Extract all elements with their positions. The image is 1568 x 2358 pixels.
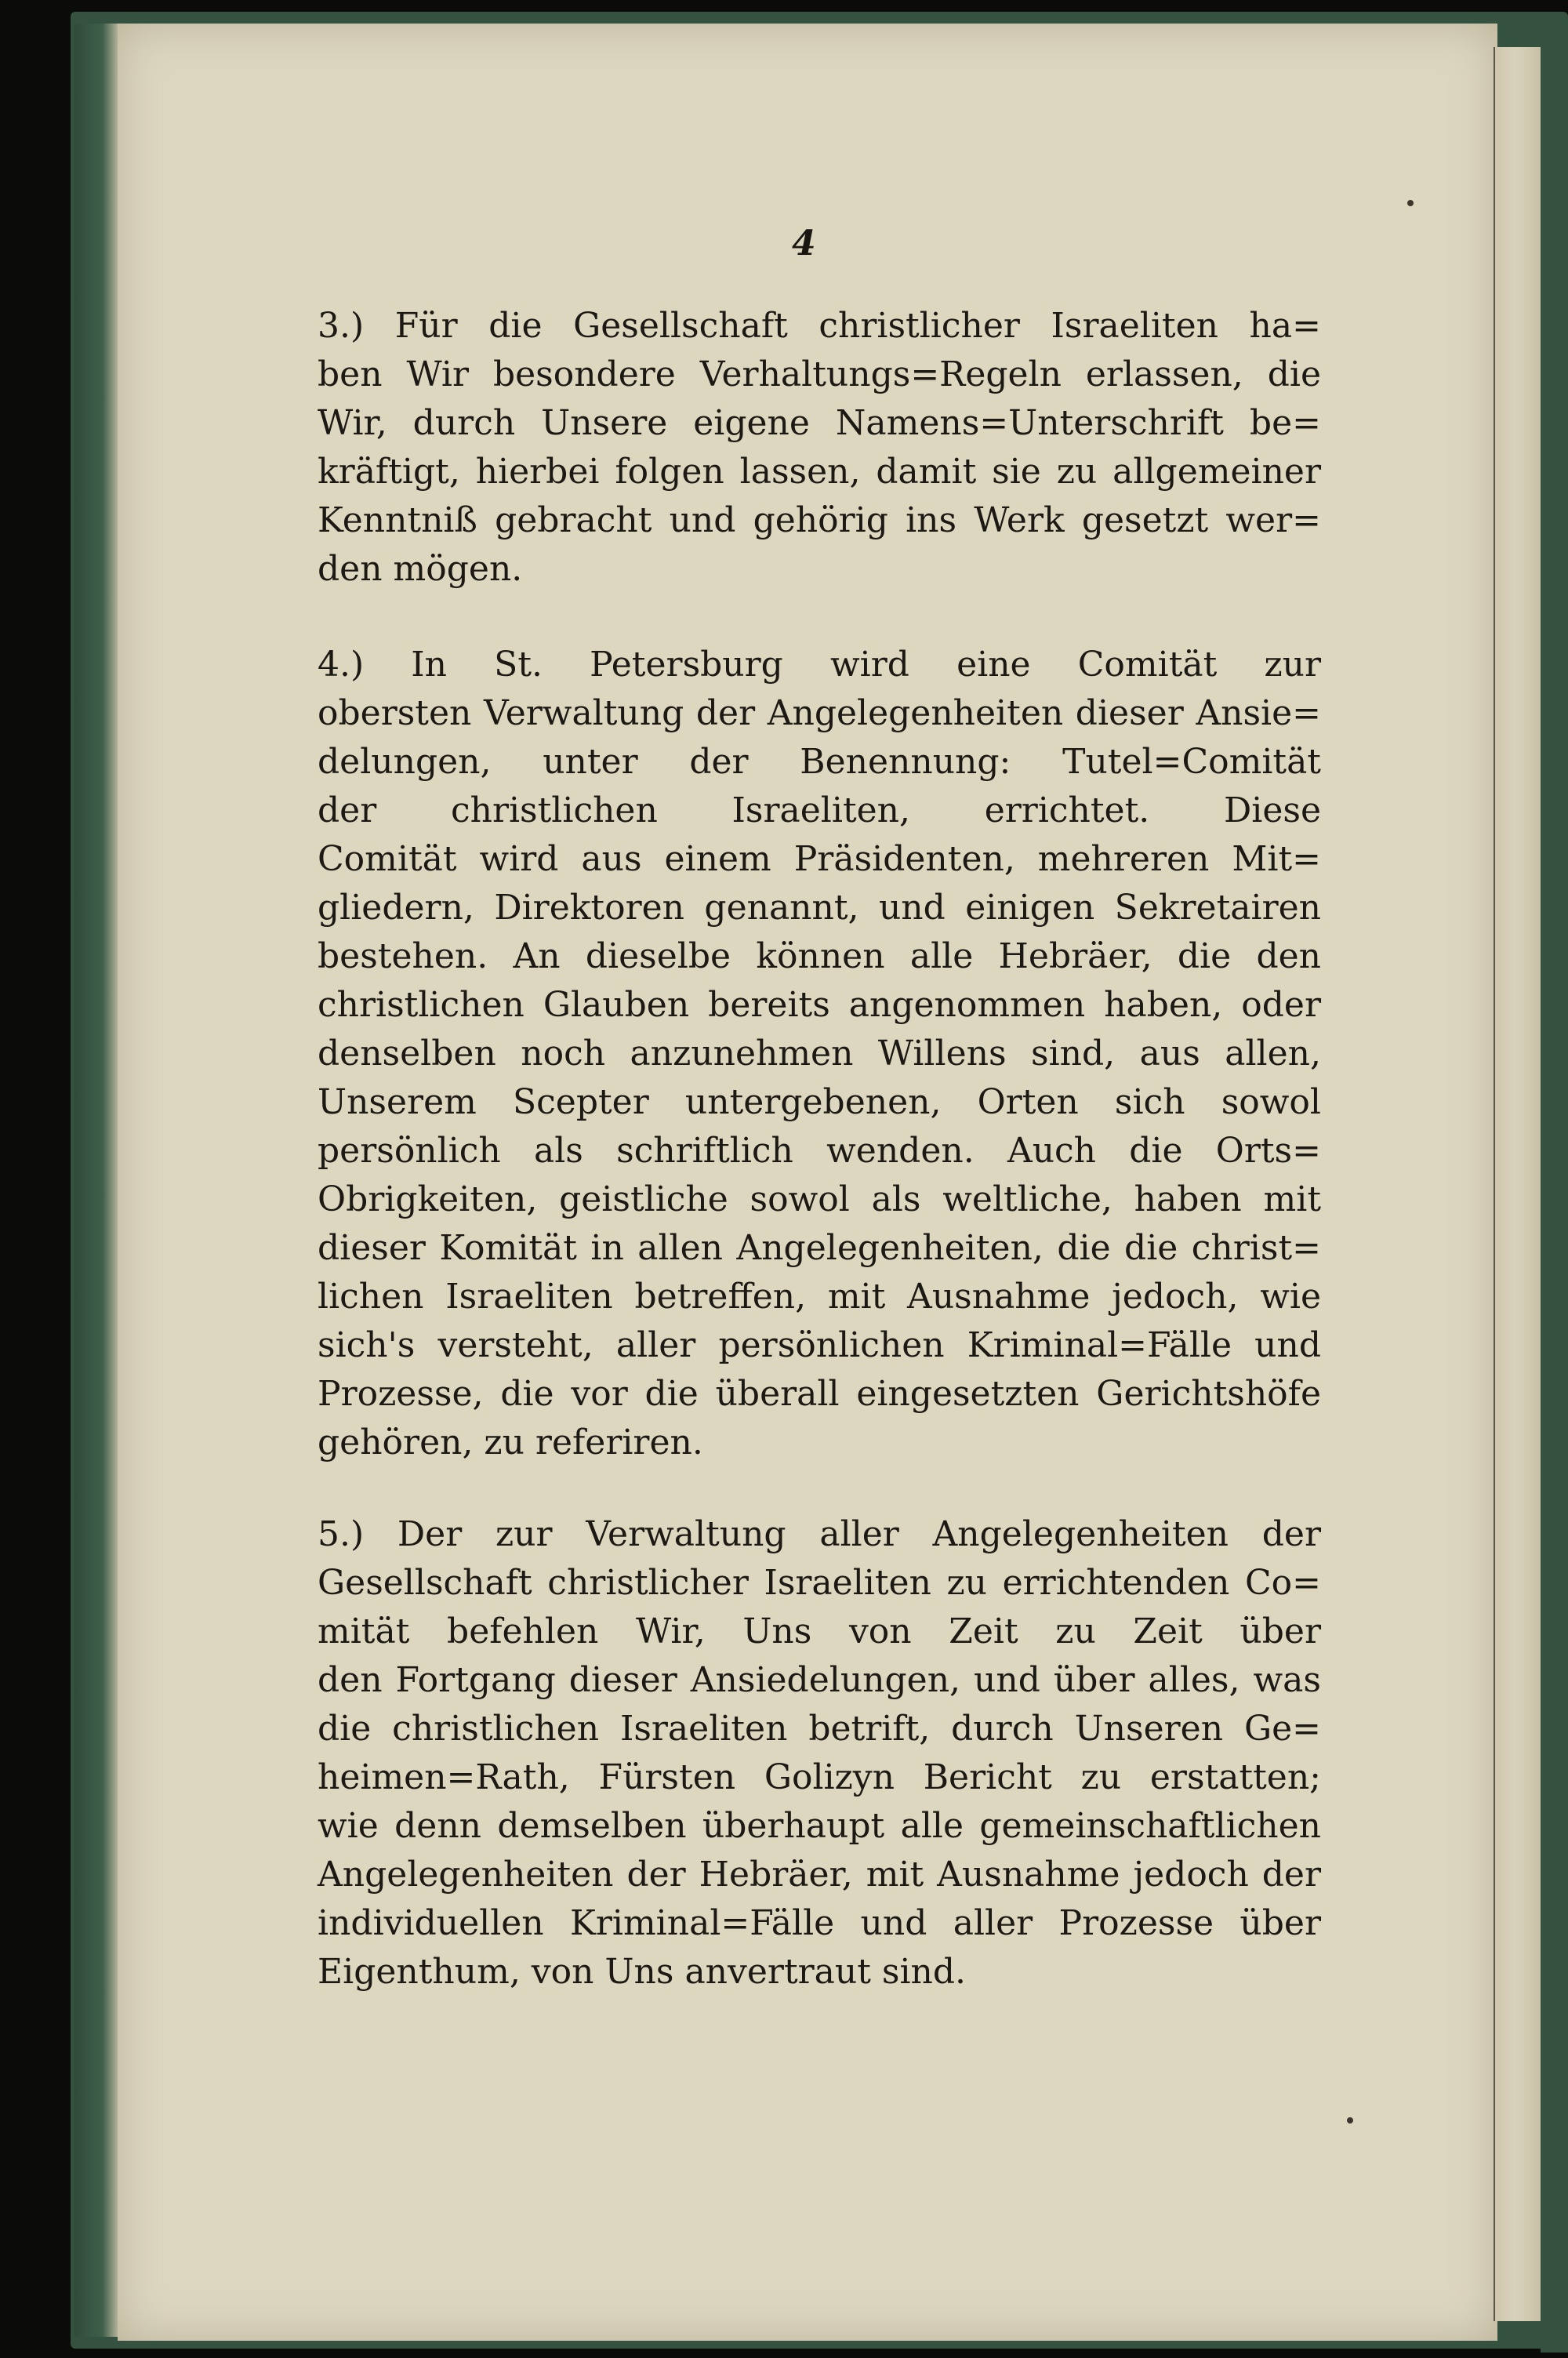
- text-line: Prozesse, die vor die überall eingesetzten Gerichtshöfe: [318, 1374, 1321, 1414]
- text-line: heimen=Rath, Fürsten Golizyn Bericht zu erstatten;: [318, 1757, 1321, 1797]
- text-line: persönlich als schriftlich wenden. Auch die Orts=: [318, 1131, 1321, 1171]
- text-line: 4.) In St. Petersburg wird eine Comität zur: [318, 645, 1321, 685]
- book-cover-right: [1541, 16, 1568, 2353]
- text-line: Gesellschaft christlicher Israeliten zu errichtenden Co=: [318, 1563, 1321, 1603]
- text-line: Angelegenheiten der Hebräer, mit Ausnahme jedoch der: [318, 1855, 1321, 1895]
- text-line: wie denn demselben überhaupt alle gemeinschaftlichen: [318, 1806, 1321, 1846]
- text-line: den Fortgang dieser Ansiedelungen, und über alles, was: [318, 1660, 1321, 1700]
- paragraph-4: [318, 641, 1321, 1467]
- text-line: die christlichen Israeliten betrift, durch Unseren Ge=: [318, 1709, 1321, 1749]
- next-page-edge: [1494, 47, 1544, 2321]
- text-line: delungen, unter der Benennung: Tutel=Comität: [318, 742, 1321, 782]
- text-line: bestehen. An dieselbe können alle Hebräer, die den: [318, 936, 1321, 976]
- paper-speck: [1407, 200, 1414, 206]
- text-line: denselben noch anzunehmen Willens sind, aus allen,: [318, 1034, 1321, 1074]
- text-line: kräftigt, hierbei folgen lassen, damit sie zu allgemeiner: [318, 452, 1321, 492]
- text-line: Obrigkeiten, geistliche sowol als weltliche, haben mit: [318, 1179, 1321, 1219]
- page-number: 4: [792, 223, 816, 263]
- book-spine-shadow: [74, 24, 122, 2337]
- text-line: der christlichen Israeliten, errichtet. Diese: [318, 790, 1321, 830]
- text-line: Comität wird aus einem Präsidenten, mehreren Mit=: [318, 839, 1321, 879]
- text-line: Eigenthum, von Uns anvertraut sind.: [318, 1952, 967, 1992]
- paragraph-gap: [318, 1467, 1321, 1510]
- text-line: Unserem Scepter untergebenen, Orten sich sowol: [318, 1082, 1321, 1122]
- text-line: lichen Israeliten betreffen, mit Ausnahme jedoch, wie: [318, 1277, 1321, 1317]
- text-line: den mögen.: [318, 549, 523, 589]
- body-text: [318, 302, 1321, 1996]
- text-line: sich's versteht, aller persönlichen Kriminal=Fälle und: [318, 1325, 1321, 1365]
- text-line: individuellen Kriminal=Fälle und aller Prozesse über: [318, 1903, 1321, 1943]
- text-line: gliedern, Direktoren genannt, und einigen Sekretairen: [318, 888, 1321, 928]
- text-line: Wir, durch Unsere eigene Namens=Unterschrift be=: [318, 403, 1321, 443]
- paragraph-3: [318, 302, 1321, 594]
- text-line: obersten Verwaltung der Angelegenheiten dieser Ansie=: [318, 693, 1321, 733]
- text-line: christlichen Glauben bereits angenommen haben, oder: [318, 985, 1321, 1025]
- text-line: mität befehlen Wir, Uns von Zeit zu Zeit über: [318, 1611, 1321, 1651]
- text-line: ben Wir besondere Verhaltungs=Regeln erlassen, die: [318, 354, 1321, 394]
- text-line: 5.) Der zur Verwaltung aller Angelegenheiten der: [318, 1514, 1321, 1554]
- paragraph-gap: [318, 594, 1321, 641]
- text-line: gehören, zu referiren.: [318, 1422, 703, 1462]
- paper-speck: [1347, 2117, 1353, 2124]
- text-line: Kenntniß gebracht und gehörig ins Werk gesetzt wer=: [318, 500, 1321, 540]
- text-line: dieser Komität in allen Angelegenheiten, die die christ=: [318, 1228, 1321, 1268]
- paragraph-5: [318, 1510, 1321, 1996]
- text-line: 3.) Für die Gesellschaft christlicher Israeliten ha=: [318, 306, 1321, 346]
